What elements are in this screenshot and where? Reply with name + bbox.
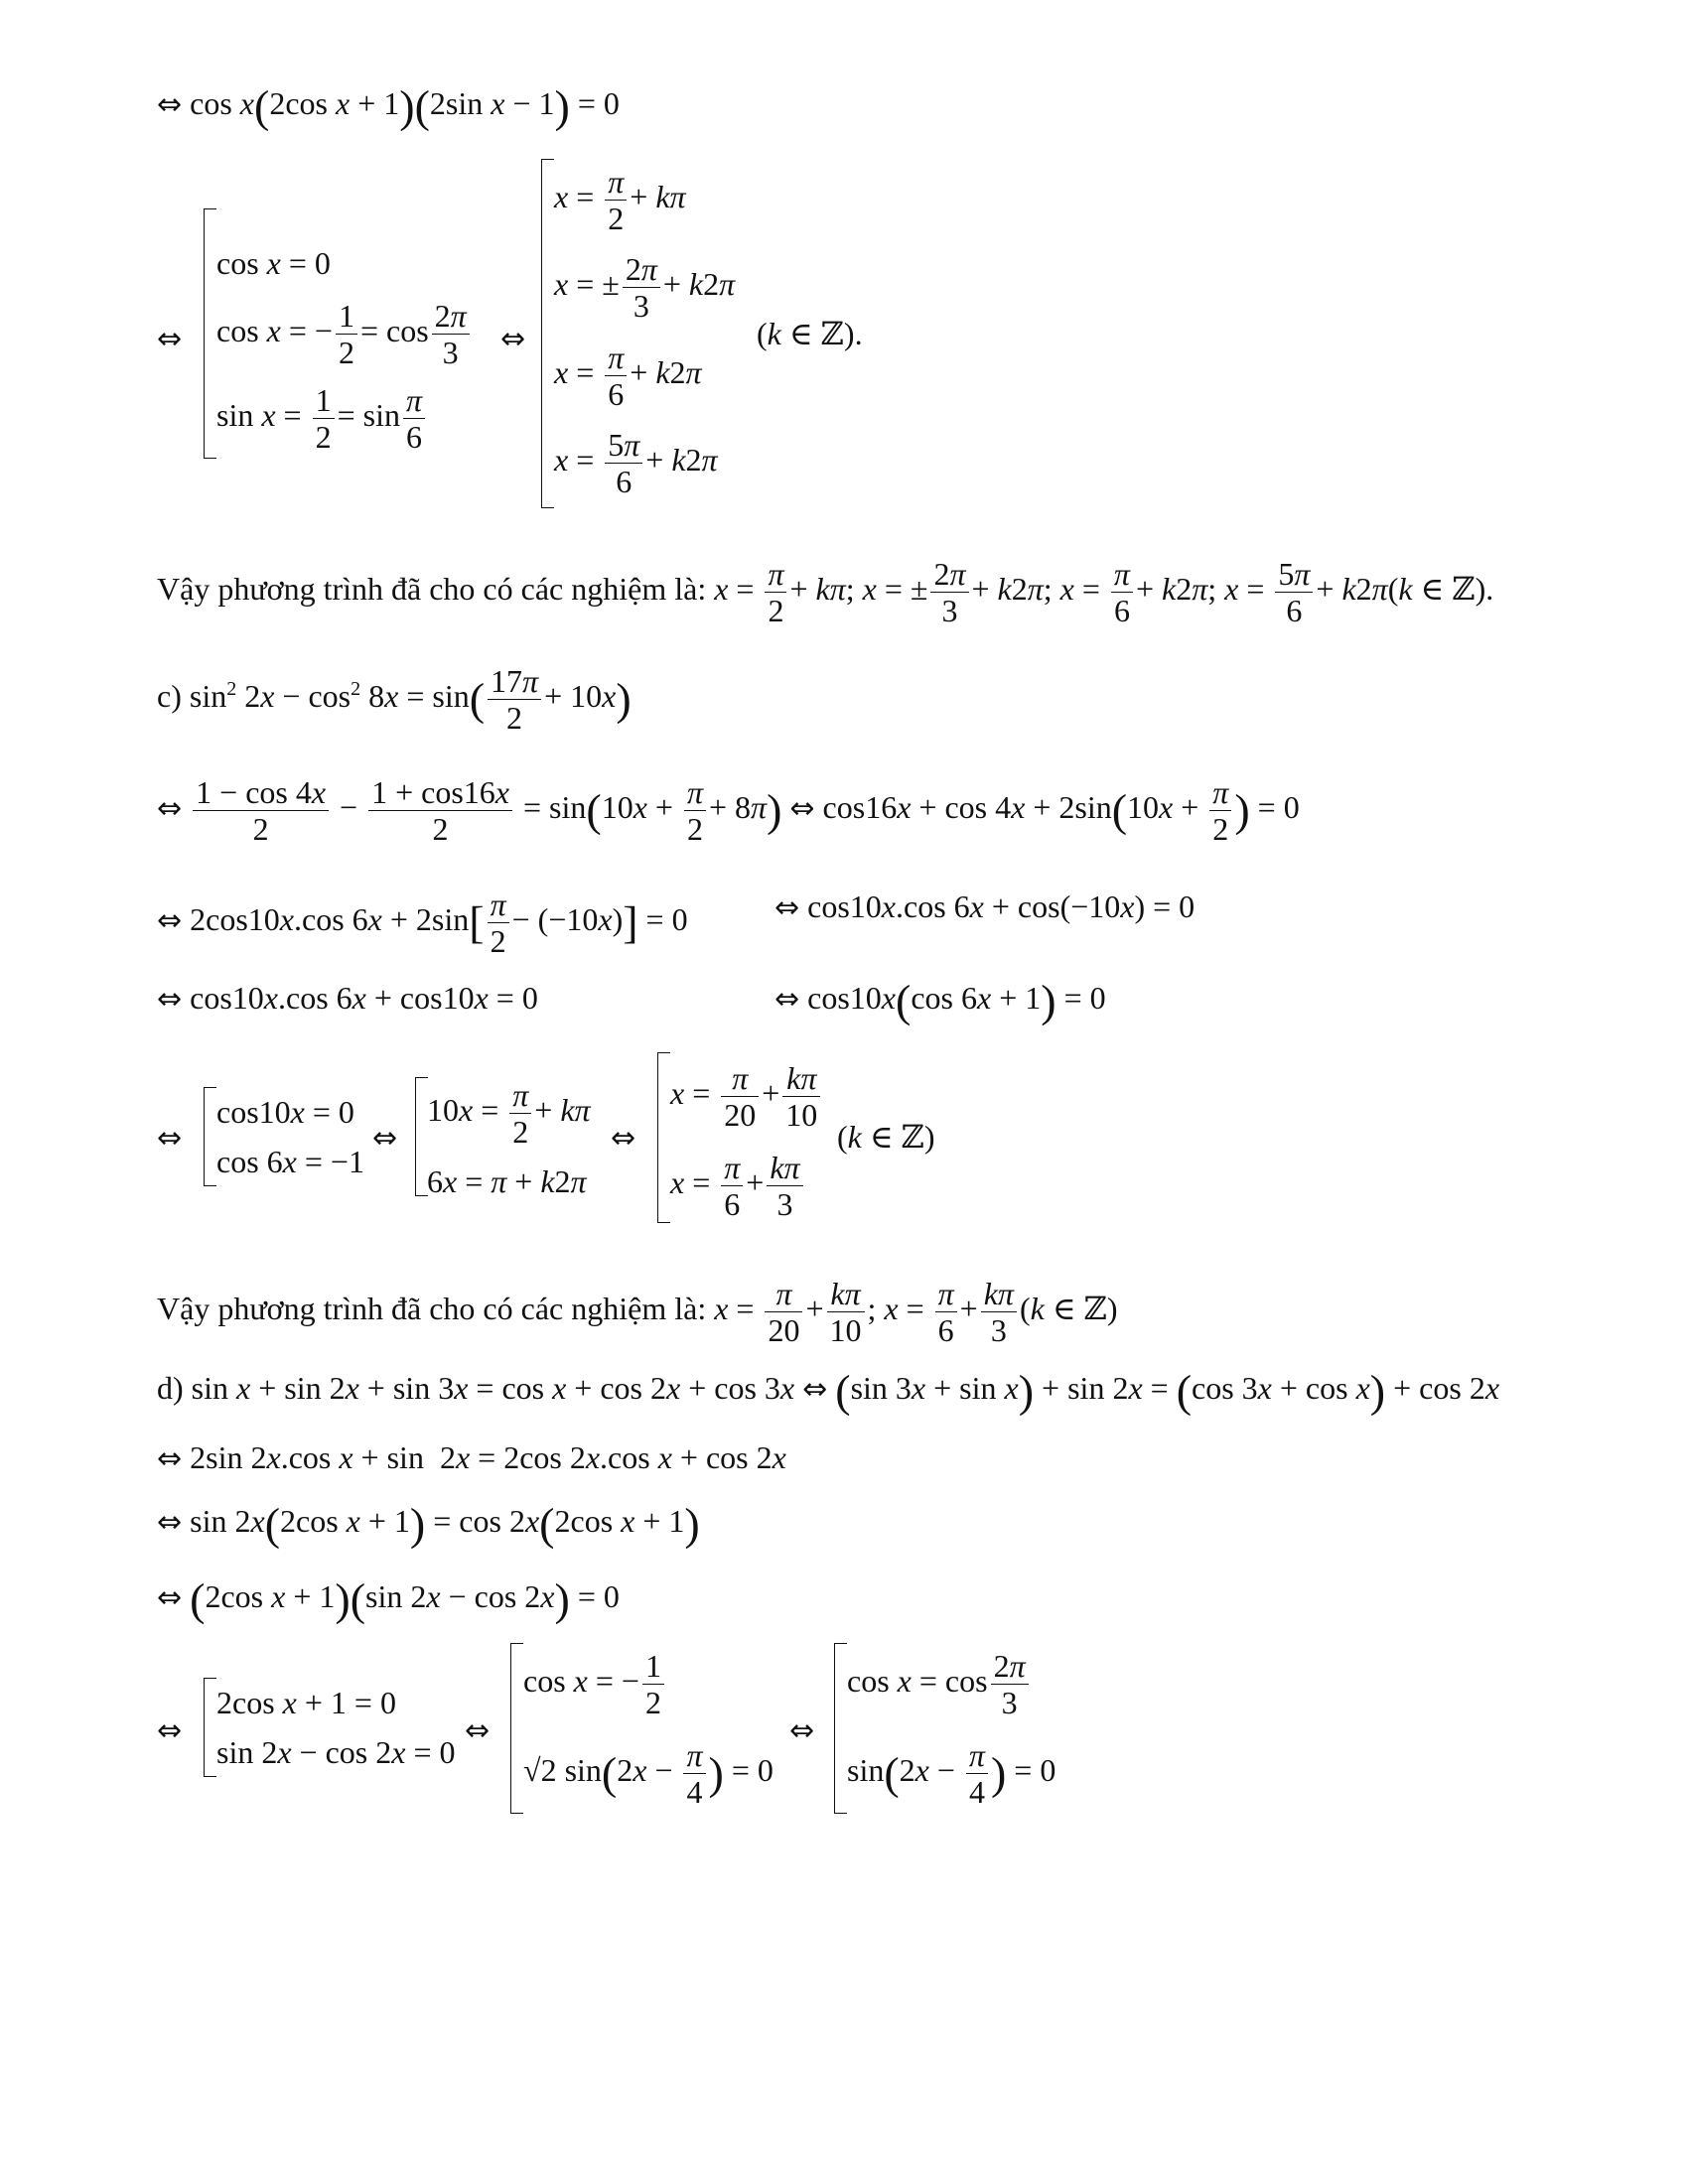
conclusion-text: Vậy phương trình đã cho có các nghiệm là:	[157, 1290, 707, 1326]
iff-symbol: ⇔	[372, 1121, 398, 1156]
case-6x: 6x = π + k2π	[427, 1163, 587, 1199]
sol-c-1: x = $\frac{\pi}{20}$ + $\frac{k\pi}{10}$	[670, 1060, 823, 1133]
case-sin-final: sin(2x − $\frac{\pi}{4}$ ) = 0	[847, 1737, 1056, 1810]
part-c-label: c)	[157, 677, 182, 714]
case-sin-cos: sin 2x − cos 2x = 0	[216, 1734, 456, 1770]
bracket	[204, 208, 216, 459]
iff-symbol: ⇔	[500, 322, 526, 356]
case-cos-neg-half-d: cos x = − $\frac{1}{2}$	[523, 1648, 667, 1720]
eq-c-3b: ⇔ cos10x(cos 6x + 1) = 0	[774, 975, 1106, 1026]
case-cos-cos: cos x = cos $\frac{2\pi}{3}$	[847, 1648, 1032, 1720]
sol-4: x = $\frac{5\pi}{6}$ + k2π	[554, 427, 718, 499]
iff-symbol: ⇔	[157, 322, 183, 356]
sol-2: x = ± $\frac{2\pi}{3}$ + k2π	[554, 251, 736, 324]
iff-symbol: ⇔	[611, 1121, 636, 1156]
case-cos-zero: cos x = 0	[216, 245, 331, 281]
conclusion-b: Vậy phương trình đã cho có các nghiệm là: x = $\frac{\pi}{2}$ + kπ; x = ± $\frac{2\pi}{3}$ + k2π; x = $\frac{\pi}{6}$ + k2π; x = $\frac{5\pi}{6}$ + k2π(k ∈ ℤ).	[157, 556, 1494, 628]
bracket	[834, 1643, 847, 1814]
part-c-equation: c) $\sin^2 2x - \cos^2 8x = \sin$( $\frac{17\pi}{2}$ + 10x)	[157, 663, 632, 736]
conclusion-text: Vậy phương trình đã cho có các nghiệm là:	[157, 570, 707, 607]
eq-d-1: ⇔ 2sin 2x.cos x + sin 2x = 2cos 2x.cos x + cos 2x	[157, 1439, 786, 1476]
k-in-z: (k ∈ ℤ).	[757, 316, 863, 351]
eq-d-2: ⇔ sin 2x(2cos x + 1) = cos 2x(2cos x + 1)	[157, 1498, 700, 1550]
bracket	[657, 1052, 670, 1223]
eq-c-1: ⇔ $\frac{1 - \cos 4x}{2}$ − $\frac{1 + \cos 16x}{2}$ = sin(10x + $\frac{\pi}{2}$ + 8π) ⇔ cos16x + cos 4x + 2sin(10x + $\frac{\pi}{2}$ ) = 0	[157, 774, 1300, 847]
case-sin-half: sin x = $\frac{1}{2}$ = sin $\frac{\pi}{6}$	[216, 382, 428, 455]
sol-1: x = $\frac{\pi}{2}$ + kπ	[554, 164, 686, 236]
conclusion-c: Vậy phương trình đã cho có các nghiệm là: x = $\frac{\pi}{20}$ + $\frac{k\pi}{10}$ ; x = $\frac{\pi}{6}$ + $\frac{k\pi}{3}$ (k ∈ ℤ)	[157, 1276, 1118, 1348]
iff-symbol: ⇔	[465, 1713, 491, 1748]
eq-c-2b: ⇔ cos10x.cos 6x + cos(−10x) = 0	[774, 888, 1196, 925]
iff-symbol: ⇔	[157, 1121, 183, 1156]
bracket	[541, 159, 554, 508]
eq-line-1: ⇔ cos x(2cos x + 1)(2sin x − 1) = 0	[157, 80, 620, 132]
part-d-equation: d) sin x + sin 2x + sin 3x = cos x + cos 2x + cos 3x ⇔ (sin 3x + sin x) + sin 2x = (cos 3x + cos x) + cos 2x	[157, 1365, 1500, 1417]
sol-3: x = $\frac{\pi}{6}$ + k2π	[554, 340, 702, 412]
eq-c-3: ⇔ cos10x.cos 6x + cos10x = 0	[157, 980, 538, 1017]
case-sqrt2-sin: √2 sin(2x − $\frac{\pi}{4}$ ) = 0	[523, 1737, 774, 1810]
sol-c-2: x = $\frac{\pi}{6}$ + $\frac{k\pi}{3}$	[670, 1150, 806, 1222]
bracket	[204, 1087, 216, 1186]
bracket	[510, 1643, 523, 1814]
bracket	[204, 1678, 216, 1777]
case-10x: 10x = $\frac{\pi}{2}$ + kπ	[427, 1077, 591, 1150]
part-d-label: d)	[157, 1370, 184, 1406]
k-in-z: (k ∈ ℤ)	[837, 1119, 935, 1155]
case-cos10x: cos10x = 0	[216, 1094, 354, 1130]
case-cos6x: cos 6x = −1	[216, 1144, 364, 1179]
eq-d-3: ⇔ (2cos x + 1)(sin 2x − cos 2x) = 0	[157, 1573, 620, 1625]
iff-symbol: ⇔	[789, 1713, 815, 1748]
eq-c-2: ⇔ 2cos10x.cos 6x + 2sin[ $\frac{\pi}{2}$ − (−10x)] = 0	[157, 887, 688, 959]
iff-symbol: ⇔	[157, 1713, 183, 1748]
case-2cos: 2cos x + 1 = 0	[216, 1685, 396, 1720]
case-cos-neg-half: cos x = − $\frac{1}{2}$ = cos $\frac{2\pi}{3}$	[216, 298, 473, 370]
